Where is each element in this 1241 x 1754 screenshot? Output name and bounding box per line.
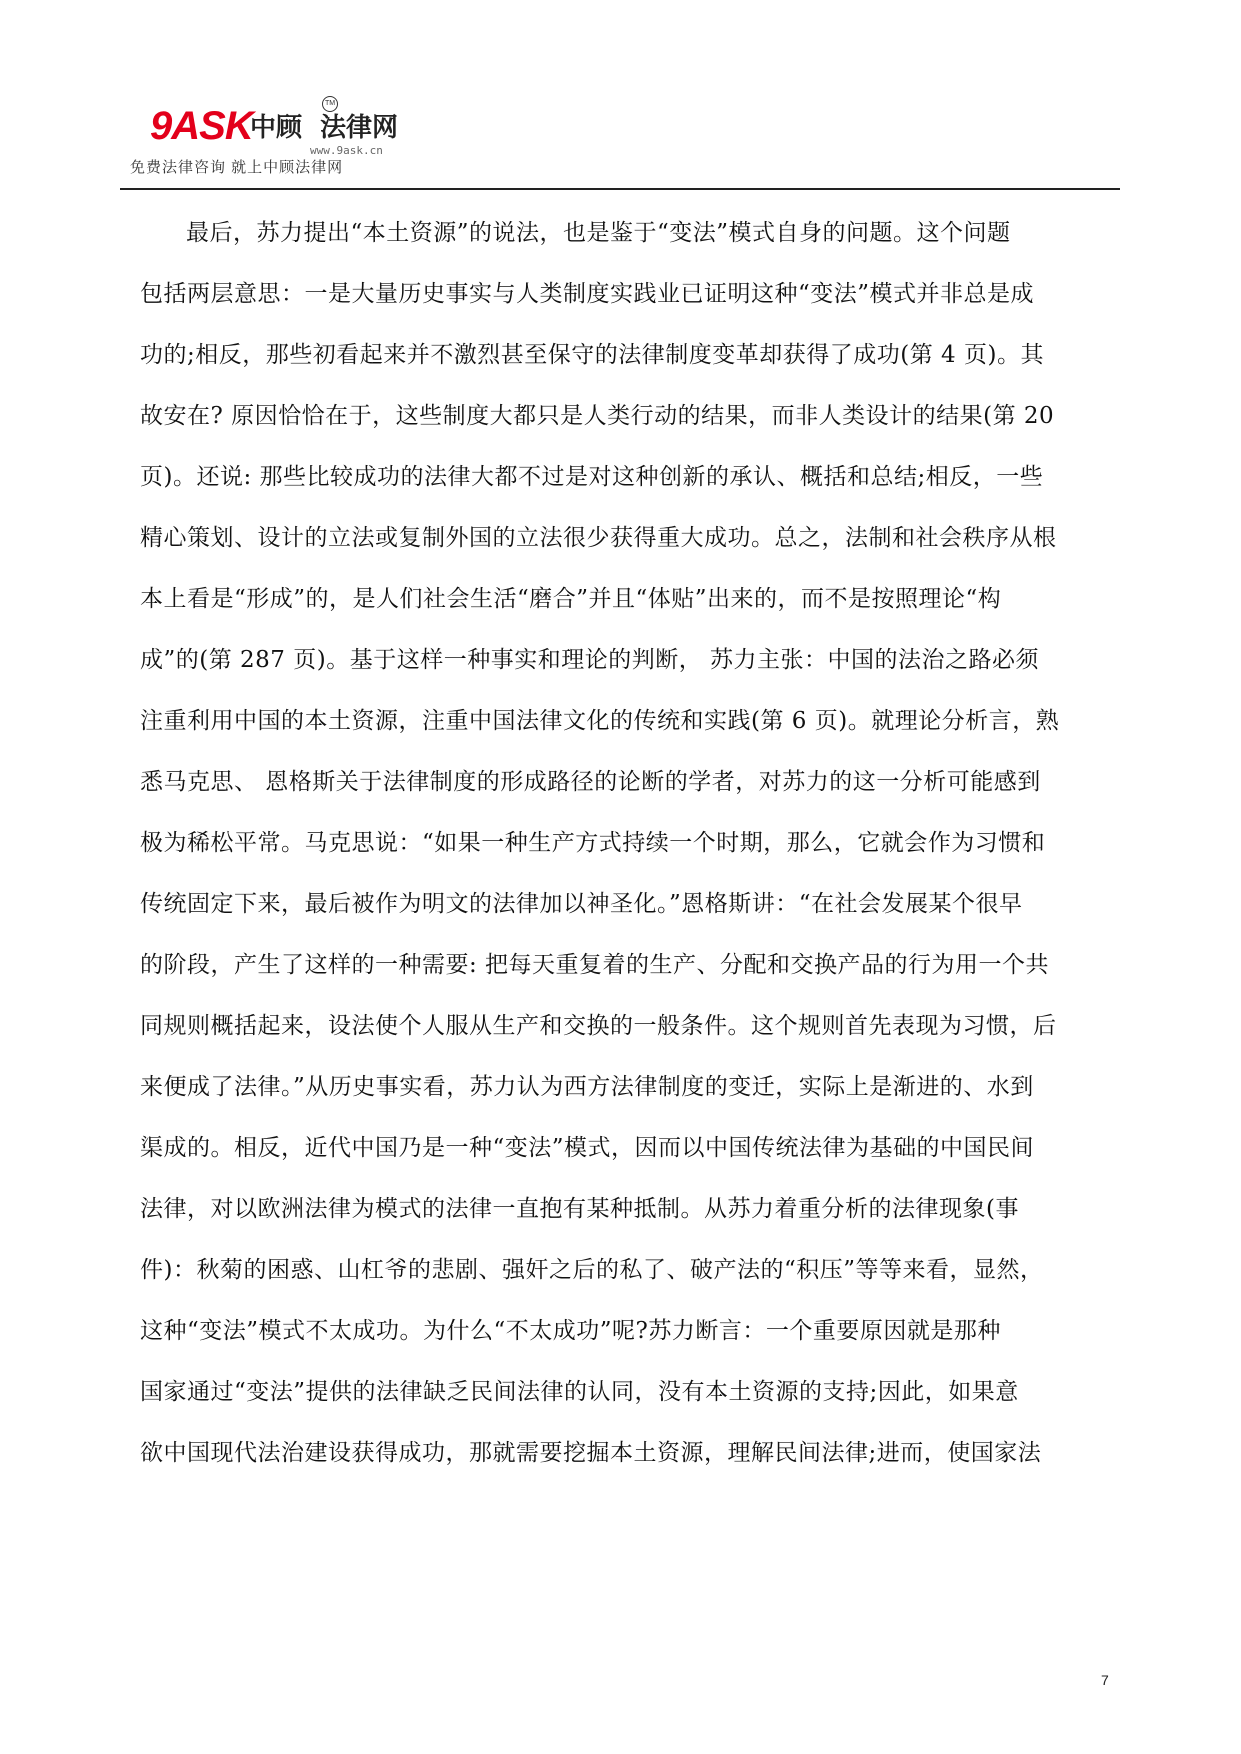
- body-line: 件)：秋菊的困惑、山杠爷的悲剧、强奸之后的私了、破产法的“积压”等等来看，显然，: [140, 1257, 1044, 1283]
- body-line: 包括两层意思：一是大量历史事实与人类制度实践业已证明这种“变法”模式并非总是成: [140, 281, 1035, 307]
- body-line: 的阶段，产生了这样的一种需要: 把每天重复着的生产、分配和交换产品的行为用一个共: [140, 952, 1050, 978]
- body-line: 故安在? 原因恰恰在于，这些制度大都只是人类行动的结果，而非人类设计的结果(第 20: [140, 403, 1055, 429]
- logo-zhonggu-text: 中顾: [250, 112, 303, 142]
- body-line: 页)。还说: 那些比较成功的法律大都不过是对这种创新的承认、概括和总结;相反，一些: [140, 464, 1044, 490]
- site-url[interactable]: www.9ask.cn: [310, 144, 383, 157]
- logo-9ask-text: 9ASK: [150, 104, 253, 148]
- body-line: 渠成的。相反，近代中国乃是一种“变法”模式，因而以中国传统法律为基础的中国民间: [140, 1135, 1035, 1161]
- article-body: [140, 213, 1140, 1494]
- site-logo[interactable]: [150, 100, 520, 164]
- body-line: 国家通过“变法”提供的法律缺乏民间法律的认同，没有本土资源的支持;因此，如果意: [140, 1379, 1019, 1405]
- header-divider: [120, 188, 1120, 190]
- body-line: 法律，对以欧洲法律为模式的法律一直抱有某种抵制。从苏力着重分析的法律现象(事: [140, 1196, 1019, 1222]
- body-line: 最后，苏力提出“本土资源”的说法，也是鉴于“变法”模式自身的问题。这个问题: [186, 220, 1011, 246]
- body-line: 成”的(第 287 页)。基于这样一种事实和理论的判断， 苏力主张：中国的法治之路必须: [140, 647, 1040, 673]
- body-line: 注重利用中国的本土资源，注重中国法律文化的传统和实践(第 6 页)。就理论分析言，熟: [140, 708, 1060, 734]
- site-tagline: 免费法律咨询 就上中顾法律网: [130, 159, 344, 176]
- trademark-icon: TM: [322, 96, 338, 112]
- body-line: 欲中国现代法治建设获得成功，那就需要挖掘本土资源，理解民间法律;进而，使国家法: [140, 1440, 1042, 1466]
- body-line: 悉马克思、 恩格斯关于法律制度的形成路径的论断的学者，对苏力的这一分析可能感到: [140, 769, 1041, 795]
- logo-law-text: 法律网: [320, 112, 399, 142]
- page-number: 7: [1101, 1672, 1109, 1688]
- body-line: 功的;相反，那些初看起来并不激烈甚至保守的法律制度变革却获得了成功(第 4 页)。其: [140, 342, 1044, 368]
- page-header: [120, 88, 1120, 188]
- body-line: 精心策划、设计的立法或复制外国的立法很少获得重大成功。总之，法制和社会秩序从根: [140, 525, 1057, 551]
- body-line: 传统固定下来，最后被作为明文的法律加以神圣化。”恩格斯讲：“在社会发展某个很早: [140, 891, 1023, 917]
- body-line: 极为稀松平常。马克思说：“如果一种生产方式持续一个时期，那么，它就会作为习惯和: [140, 830, 1046, 856]
- body-line: 本上看是“形成”的，是人们社会生活“磨合”并且“体贴”出来的，而不是按照理论“构: [140, 586, 1002, 612]
- body-line: 来便成了法律。”从历史事实看，苏力认为西方法律制度的变迁，实际上是渐进的、水到: [140, 1074, 1034, 1100]
- body-line: 这种“变法”模式不太成功。为什么“不太成功”呢?苏力断言：一个重要原因就是那种: [140, 1318, 1001, 1344]
- body-line: 同规则概括起来，设法使个人服从生产和交换的一般条件。这个规则首先表现为习惯，后: [140, 1013, 1057, 1039]
